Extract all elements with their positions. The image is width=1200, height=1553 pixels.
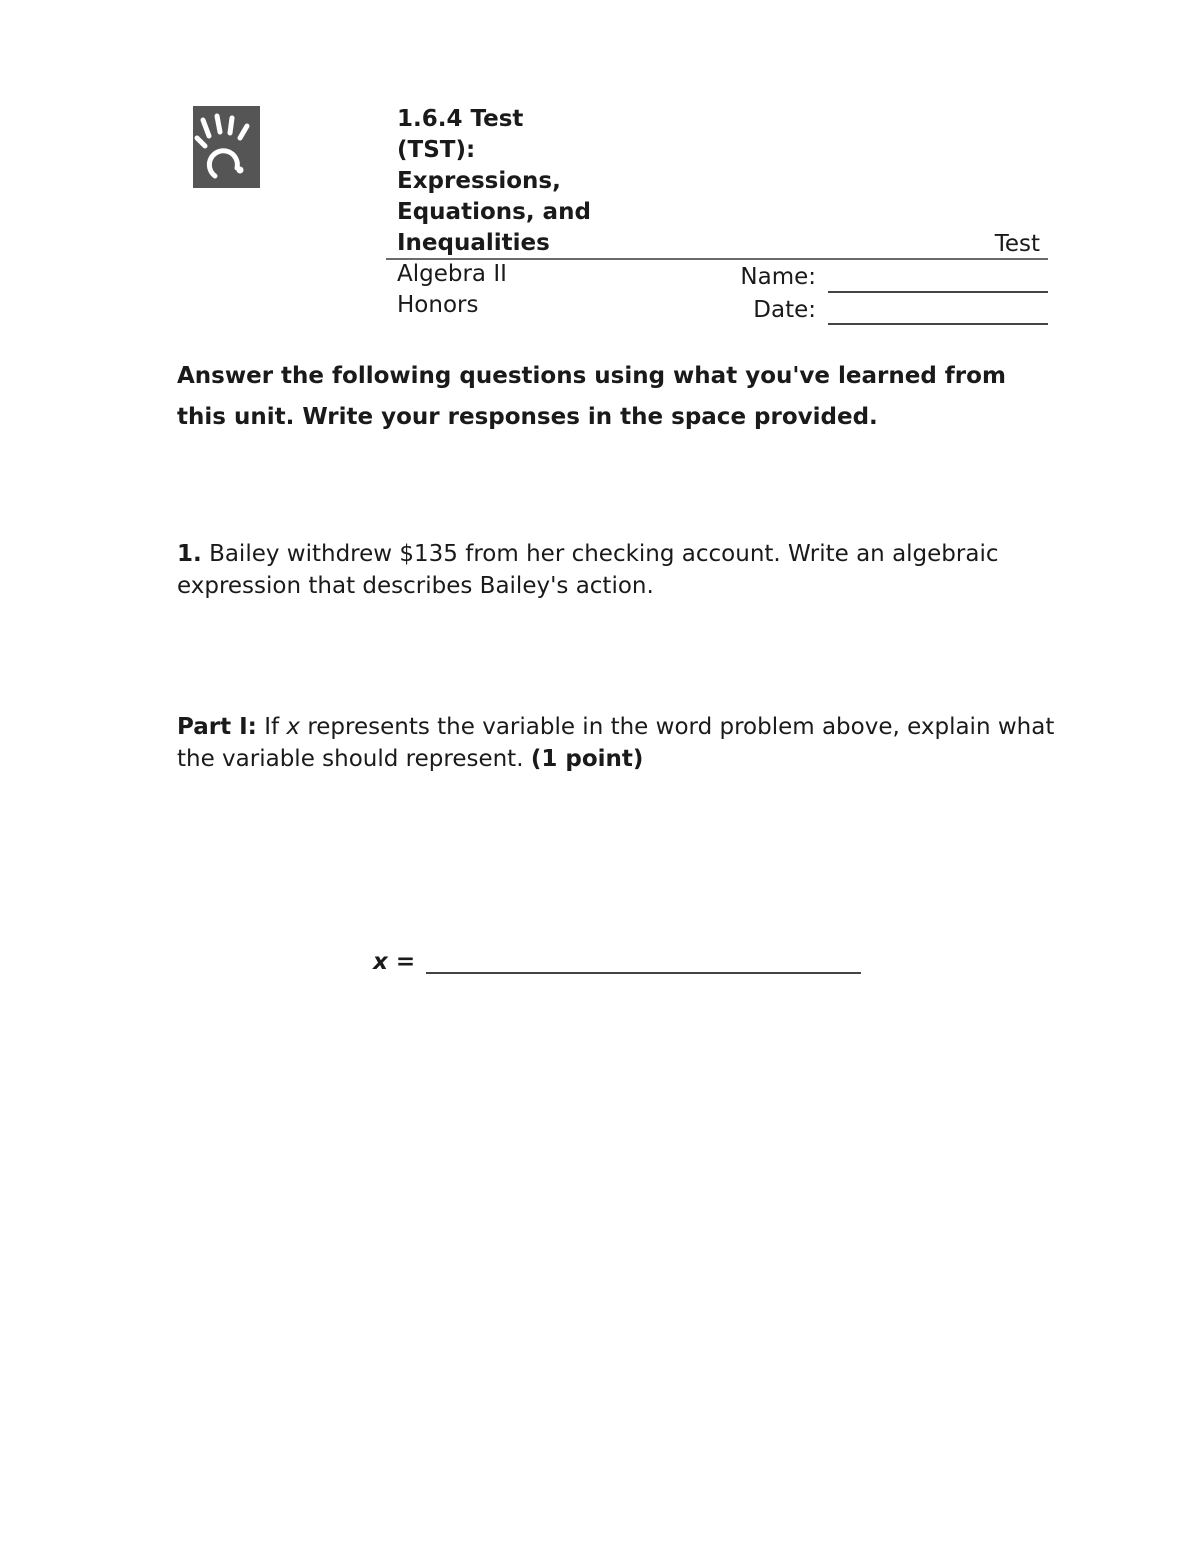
name-field[interactable]	[828, 291, 1048, 293]
document-title	[397, 104, 657, 259]
title-line: (TST):	[397, 137, 476, 163]
title-line: Inequalities	[397, 230, 550, 256]
answer-prompt	[373, 946, 415, 978]
date-field[interactable]	[828, 323, 1048, 325]
question-1	[177, 538, 1057, 602]
document-type: Test	[994, 231, 1040, 257]
title-line: Equations, and	[397, 199, 591, 225]
question-1-part-1	[177, 711, 1057, 775]
title-line: 1.6.4 Test	[397, 106, 524, 132]
title-line: Expressions,	[397, 168, 561, 194]
course-line: Honors	[397, 292, 479, 318]
part-points: (1 point)	[530, 746, 644, 772]
answer-variable: x	[373, 949, 388, 975]
course-line: Algebra II	[397, 261, 507, 287]
question-number: 1.	[177, 541, 202, 567]
logo-icon	[193, 106, 260, 188]
part-label: Part I:	[177, 714, 257, 740]
part-text-before: If	[264, 714, 280, 740]
instructions: Answer the following questions using what you've learned from this unit. Write your responses in the space provided.	[177, 363, 1006, 430]
course-name	[397, 259, 507, 321]
date-label: Date:	[753, 297, 816, 323]
part-text-after: represents the variable in the word problem above, explain what the variable should represent.	[177, 714, 1055, 772]
answer-field[interactable]	[426, 972, 861, 974]
part-variable: x	[286, 714, 301, 740]
name-label: Name:	[740, 264, 816, 290]
answer-equals: =	[395, 949, 416, 975]
question-text: Bailey withdrew $135 from her checking account. Write an algebraic expression that describes Bailey's action.	[177, 541, 999, 599]
